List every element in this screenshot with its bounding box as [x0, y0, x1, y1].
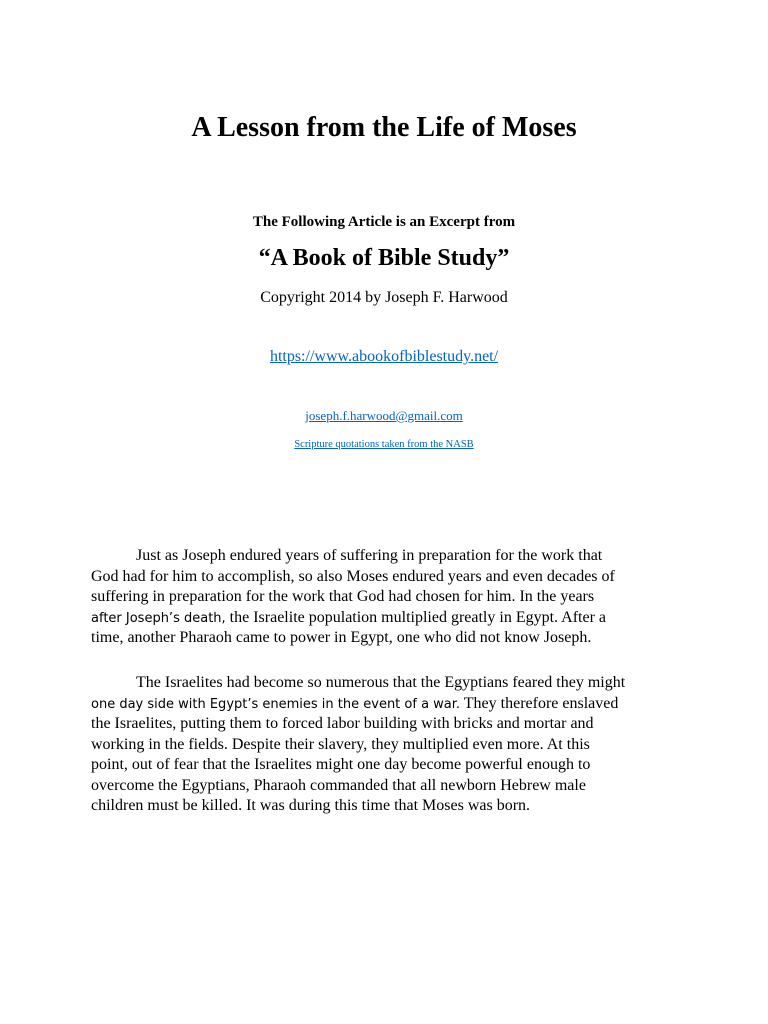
paragraph-line: time, another Pharaoh came to power in Egypt, one who did not know Joseph. [91, 629, 592, 646]
paragraph-line: working in the fields. Despite their slavery, they multiplied even more. At this [91, 735, 590, 753]
book-title: “A Book of Bible Study” [258, 245, 510, 271]
paragraph-1 [91, 546, 691, 649]
paragraph-line: Just as Joseph endured years of suffering in preparation for the work that [136, 547, 603, 564]
paragraph-line: the Israelites, putting them to forced labor building with bricks and mortar and [91, 715, 594, 732]
excerpt-line: The Following Article is an Excerpt from [252, 214, 516, 230]
paragraph-line: suffering in preparation for the work that God had chosen for him. In the years [91, 588, 595, 605]
sans-text-run: one day side with Egypt’s enemies in the event of a war. [91, 696, 461, 712]
scripture-line [0, 437, 768, 453]
paragraph-line: The Israelites had become so numerous that the Egyptians feared they might [136, 674, 626, 691]
scripture-note-link[interactable]: Scripture quotations taken from the NASB [294, 439, 474, 450]
website-link[interactable]: https://www.abookofbiblestudy.net/ [269, 348, 499, 365]
sans-text-run: after Joseph’s death, [91, 610, 226, 626]
paragraph-line: children must be killed. It was during this time that Moses was born. [91, 797, 531, 814]
copyright-line: Copyright 2014 by Joseph F. Harwood [260, 289, 508, 306]
serif-text-run: the Israelite population multiplied greatly in Egypt. After a [225, 608, 607, 626]
paragraph-line [91, 694, 691, 715]
paragraph-line: point, out of fear that the Israelites might one day become powerful enough to [91, 756, 591, 773]
serif-text-run: They therefore enslaved [460, 694, 619, 712]
paragraph-2 [91, 673, 691, 817]
email-link[interactable]: joseph.f.harwood@gmail.com [305, 408, 463, 423]
email-line [0, 407, 768, 425]
document-title: A Lesson from the Life of Moses [191, 112, 577, 143]
paragraph-line: God had for him to accomplish, so also Moses endured years and even decades of [91, 567, 615, 585]
website-line [0, 347, 768, 367]
paragraph-line [91, 608, 691, 629]
paragraph-line: overcome the Egyptians, Pharaoh commanded that all newborn Hebrew male [91, 776, 586, 794]
